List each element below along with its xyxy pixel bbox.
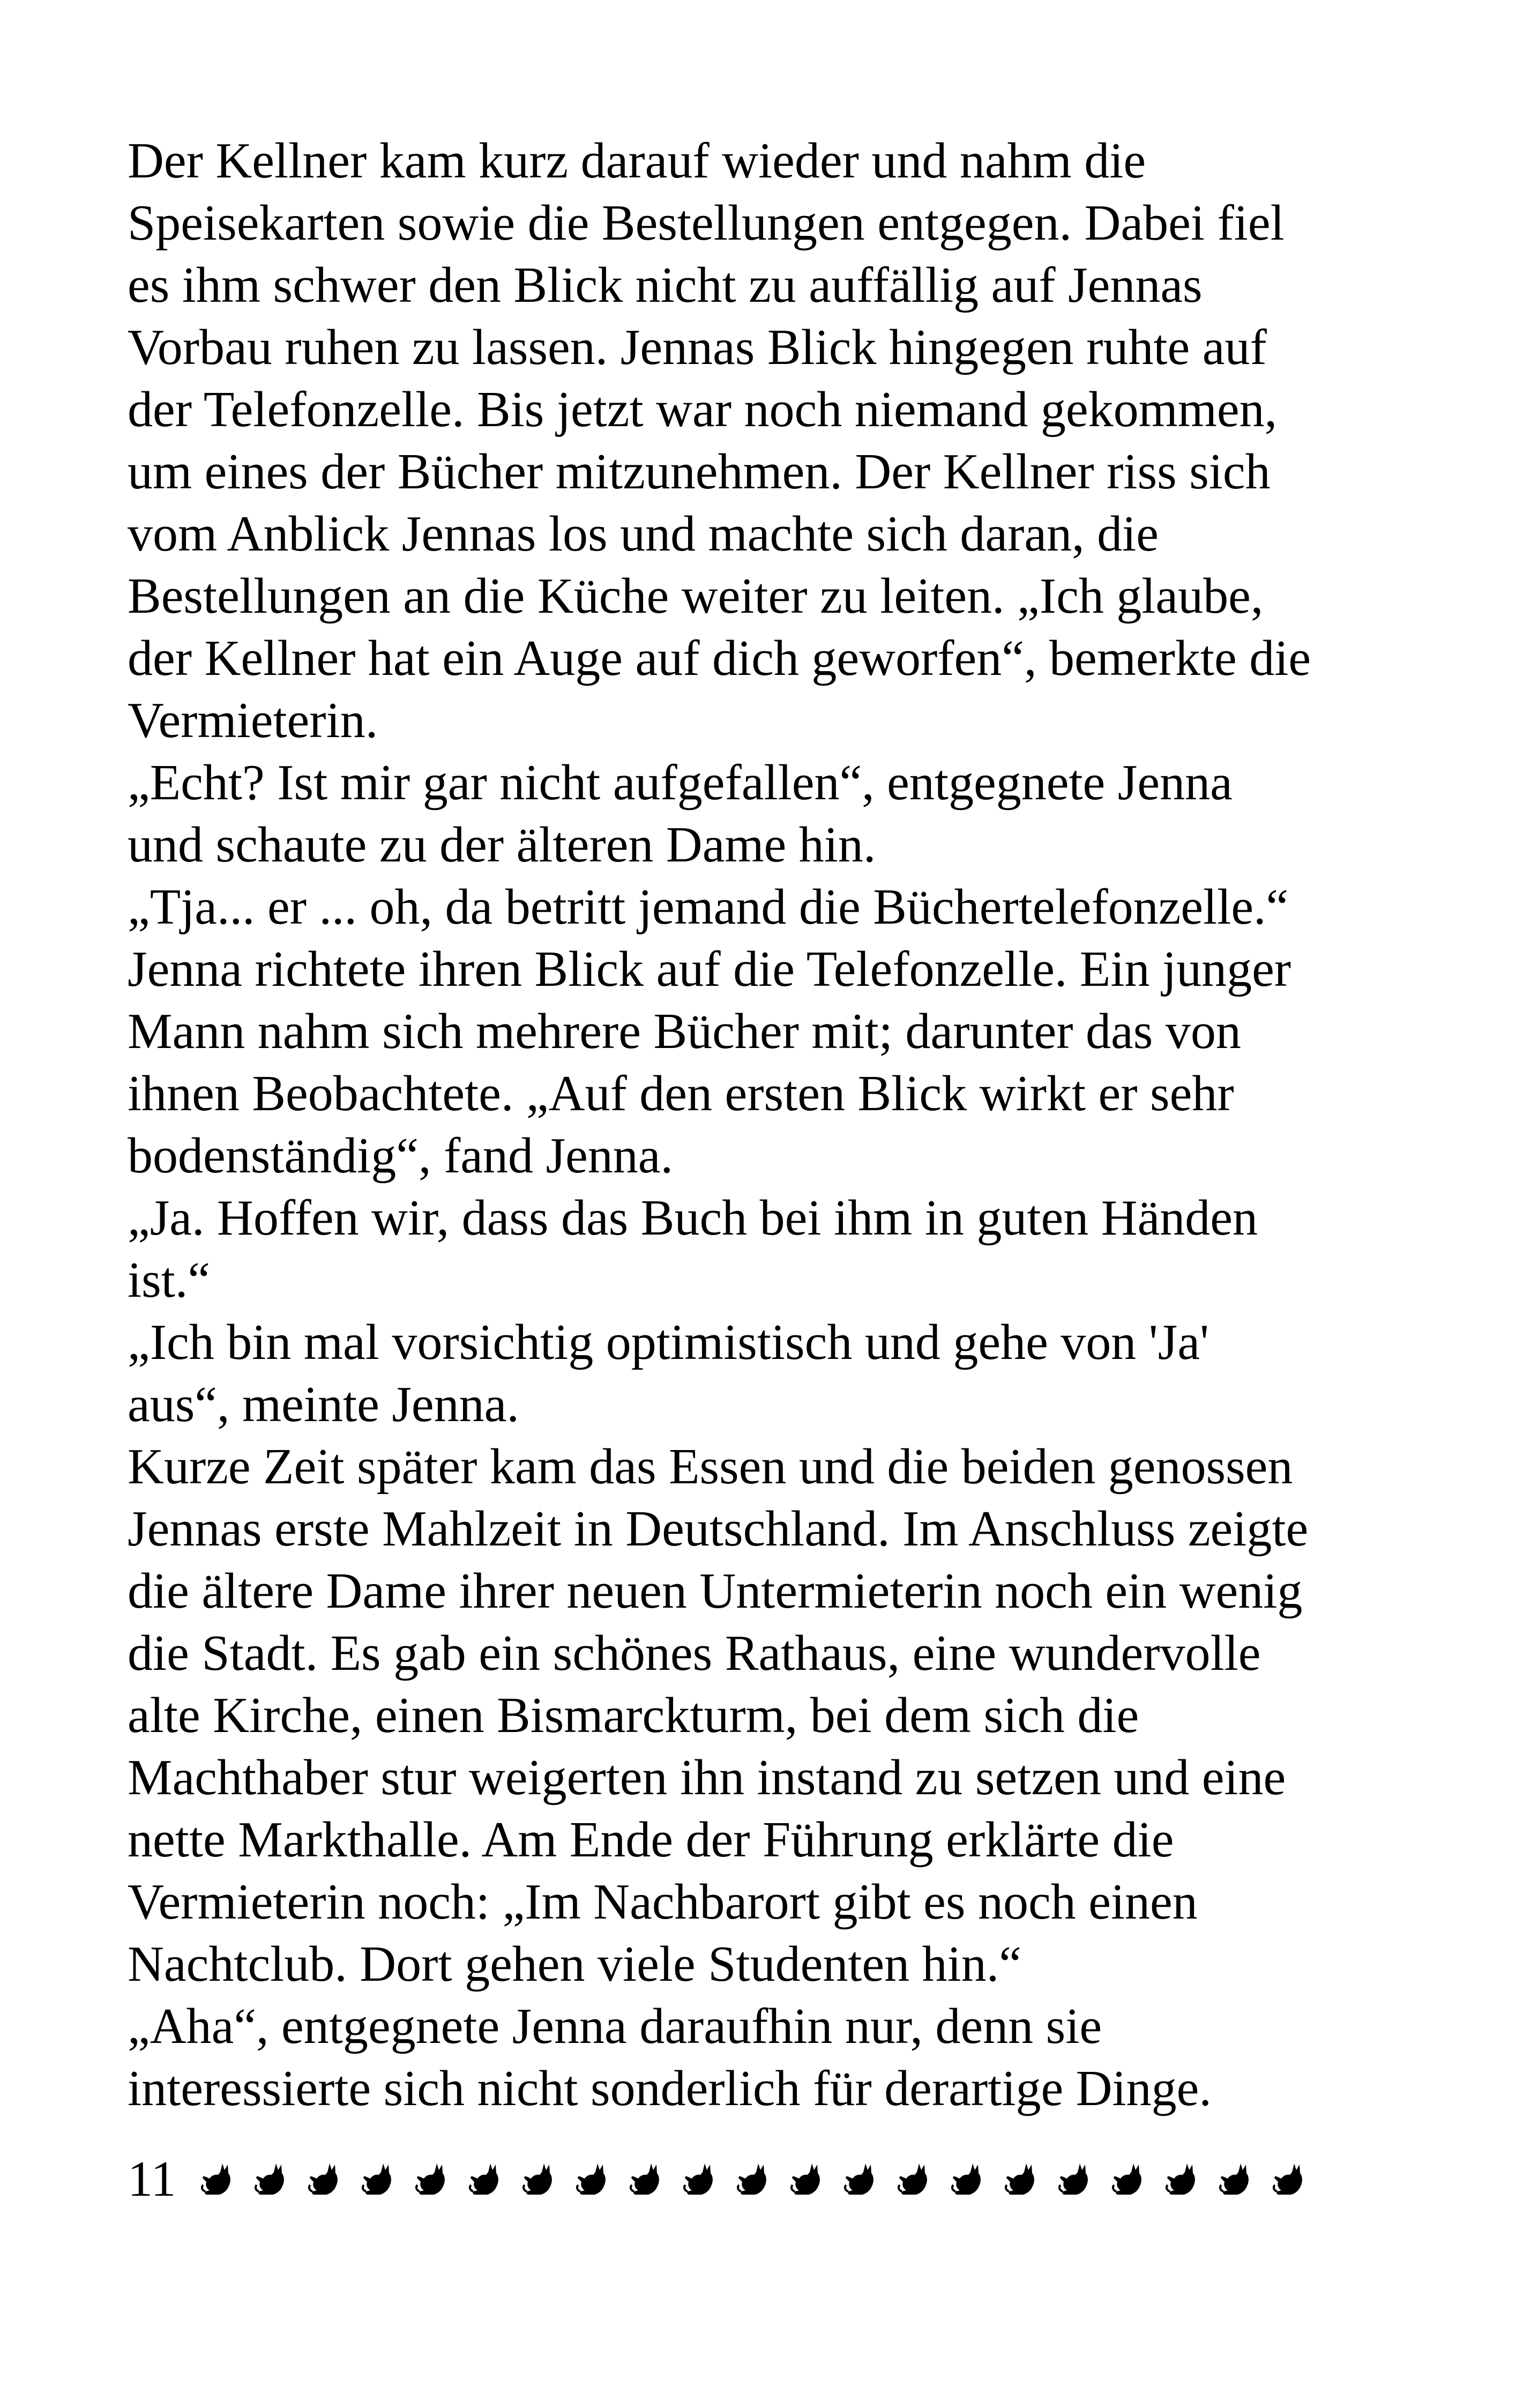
cat-silhouette-icon <box>305 2160 342 2198</box>
text-line: und schaute zu der älteren Dame hin. <box>128 817 876 873</box>
cat-silhouette-icon <box>1270 2160 1307 2198</box>
text-line: „Ich bin mal vorsichtig optimistisch und gehe von 'Ja' <box>128 1314 1209 1370</box>
text-line: um eines der Bücher mitzunehmen. Der Kellner riss sich <box>128 444 1271 500</box>
cat-silhouette-icon <box>626 2160 664 2198</box>
text-line: der Kellner hat ein Auge auf dich geworfen“, bemerkte die <box>128 630 1311 686</box>
cat-silhouette-icon <box>198 2160 235 2198</box>
text-line: Speisekarten sowie die Bestellungen entgegen. Dabei fiel <box>128 195 1285 251</box>
text-line: Vermieterin noch: „Im Nachbarort gibt es noch einen <box>128 1874 1198 1930</box>
text-line: „Aha“, entgegnete Jenna daraufhin nur, denn sie <box>128 1998 1102 2054</box>
text-line: Mann nahm sich mehrere Bücher mit; darunter das von <box>128 1004 1241 1059</box>
text-line: „Ja. Hoffen wir, dass das Buch bei ihm in guten Händen <box>128 1190 1258 1246</box>
cat-silhouette-icon <box>519 2160 557 2198</box>
text-line: bodenständig“, fand Jenna. <box>128 1128 674 1184</box>
cat-silhouette-icon <box>1216 2160 1253 2198</box>
cat-silhouette-icon <box>1055 2160 1093 2198</box>
cat-silhouette-icon <box>573 2160 610 2198</box>
text-line: „Tja... er ... oh, da betritt jemand die Büchertelefonzelle.“ <box>128 879 1289 935</box>
text-line: Der Kellner kam kurz darauf wieder und nahm die <box>128 133 1146 189</box>
text-line: Kurze Zeit später kam das Essen und die beiden genossen <box>128 1439 1293 1495</box>
text-line: Vorbau ruhen zu lassen. Jennas Blick hingegen ruhte auf <box>128 319 1267 375</box>
cat-silhouette-icon <box>1162 2160 1200 2198</box>
text-line: Vermieterin. <box>128 693 378 748</box>
cat-silhouette-icon <box>680 2160 718 2198</box>
text-line: interessierte sich nicht sonderlich für derartige Dinge. <box>128 2061 1212 2116</box>
text-line: die ältere Dame ihrer neuen Untermieterin noch ein wenig <box>128 1563 1303 1619</box>
text-line: Jenna richtete ihren Blick auf die Telefonzelle. Ein junger <box>128 941 1291 997</box>
cat-silhouette-icon <box>251 2160 289 2198</box>
cat-silhouette-icon <box>1002 2160 1039 2198</box>
text-line: Jennas erste Mahlzeit in Deutschland. Im Anschluss zeigte <box>128 1501 1309 1557</box>
cat-silhouette-icon <box>412 2160 450 2198</box>
ornament-row <box>198 2160 1323 2198</box>
cat-silhouette-icon <box>894 2160 932 2198</box>
text-line: der Telefonzelle. Bis jetzt war noch niemand gekommen, <box>128 382 1278 437</box>
text-line: Machthaber stur weigerten ihn instand zu setzen und eine <box>128 1750 1286 1805</box>
cat-silhouette-icon <box>948 2160 986 2198</box>
text-line: „Echt? Ist mir gar nicht aufgefallen“, entgegnete Jenna <box>128 755 1233 811</box>
cat-silhouette-icon <box>466 2160 503 2198</box>
text-line: vom Anblick Jennas los und machte sich daran, die <box>128 506 1159 562</box>
text-line: ihnen Beobachtete. „Auf den ersten Blick wirkt er sehr <box>128 1066 1234 1121</box>
text-line: es ihm schwer den Blick nicht zu auffällig auf Jennas <box>128 257 1203 313</box>
cat-silhouette-icon <box>359 2160 396 2198</box>
text-line: Bestellungen an die Küche weiter zu leiten. „Ich glaube, <box>128 568 1264 624</box>
cat-silhouette-icon <box>1109 2160 1146 2198</box>
text-line: Nachtclub. Dort gehen viele Studenten hin.“ <box>128 1936 1021 1992</box>
cat-silhouette-icon <box>841 2160 878 2198</box>
text-line: alte Kirche, einen Bismarckturm, bei dem sich die <box>128 1688 1139 1743</box>
cat-silhouette-icon <box>734 2160 771 2198</box>
page-footer <box>128 2147 1323 2211</box>
text-line: aus“, meinte Jenna. <box>128 1377 519 1432</box>
cat-silhouette-icon <box>787 2160 825 2198</box>
page-number: 11 <box>128 2151 176 2207</box>
body-text <box>128 130 1414 2120</box>
text-line: nette Markthalle. Am Ende der Führung erklärte die <box>128 1812 1174 1868</box>
text-line: die Stadt. Es gab ein schönes Rathaus, eine wundervolle <box>128 1625 1261 1681</box>
text-line: ist.“ <box>128 1252 211 1308</box>
